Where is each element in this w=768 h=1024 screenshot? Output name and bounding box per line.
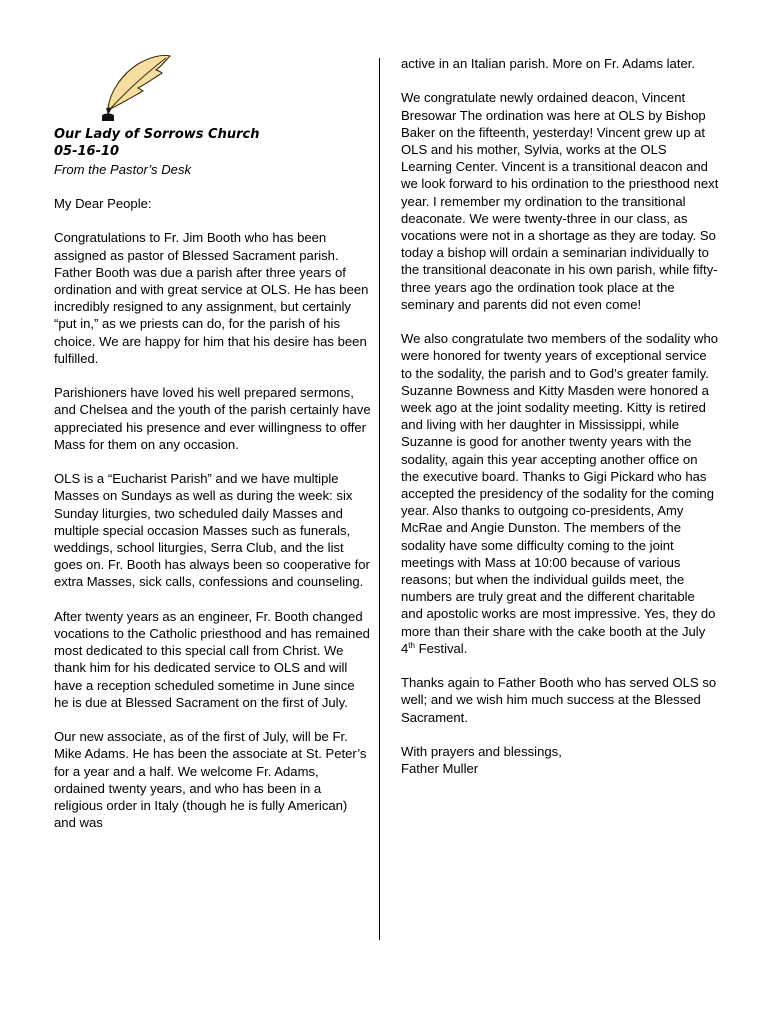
column-subtitle: From the Pastor’s Desk: [54, 161, 192, 177]
paragraph: Our new associate, as of the first of July, will be Fr. Mike Adams. He has been the associate at St. Peter’s for a year and a half. We welcome Fr. Adams, ordained twenty years, and who has been in a religious order in Italy (though he is fully American) and was: [54, 729, 367, 831]
left-column: [54, 127, 372, 849]
salutation: My Dear People:: [54, 195, 152, 211]
column-divider: [379, 58, 380, 940]
quill-pen-icon: [96, 48, 176, 128]
sodality-paragraph: [401, 330, 719, 657]
paragraph: active in an Italian parish. More on Fr. Adams later.: [401, 56, 696, 71]
sodality-text: We also congratulate two members of the sodality who were honored for twenty years of exceptional service to the sodality, the parish and to God’s greater family. Suzanne Bowness and Kitty Masden were honored a week ago at the joint sodality meeting. Kitty is retired and living with her daughter in Mississippi, while Suzanne is good for another twenty years with the sodality, again this year accepting another office on the executive board. Thanks to Gigi Pickard who has accepted the presidency of the sodality for the coming year. Also thanks to outgoing co-presidents, Amy McRae and Angie Dunston. The members of the sodality have some difficulty coming to the joint meetings with Mass at 10:00 because of various reasons; but when the individual guilds meet, the numbers are truly great and the different charitable and apostolic works are most impressive. Yes, they do more than their share with the cake booth at the July 4: [401, 331, 719, 656]
paragraph: Parishioners have loved his well prepared sermons, and Chelsea and the youth of the parish certainly have appreciated his presence and ever willingness to offer Mass for them on any occasion.: [54, 385, 371, 452]
signature: Father Muller: [401, 761, 479, 777]
paragraph: OLS is a “Eucharist Parish” and we have multiple Masses on Sundays as well as during the week: six Sunday liturgies, two scheduled daily Masses and multiple special occasion Masses such as funerals, weddings, school liturgies, Serra Club, and the list goes on. Fr. Booth has always been so cooperative for extra Masses, sick calls, confessions and counseling.: [54, 471, 370, 590]
ordinal-suffix: th: [408, 640, 415, 650]
paragraph: We congratulate newly ordained deacon, Vincent Bresowar The ordination was here at OLS by Bishop Baker on the fifteenth, yesterday! Vincent grew up at OLS and his mother, Sylvia, works at the OLS Learning Center. Vincent is a transitional deacon and we look forward to his ordination to the priesthood next year. I remember my ordination to the transitional deaconate. We were twenty-three in our class, as vocations were not in a shortage as they are today. So today a bishop will ordain a seminarian individually to the transitional deaconate in his own parish, while fifty-three years ago the ordination took place at the seminary and parents did not even come!: [401, 90, 719, 312]
church-name: Our Lady of Sorrows Church: [54, 127, 260, 142]
closing-line: With prayers and blessings,: [401, 744, 562, 760]
bulletin-date: 05-16-10: [54, 143, 120, 159]
paragraph: Congratulations to Fr. Jim Booth who has been assigned as pastor of Blessed Sacrament parish. Father Booth was due a parish after three years of ordination and with great service at OLS. He has been incredibly resigned to any assignment, but certainly “put in,” as we priests can do, for the parish of his choice. We are happy for him that his desire has been fulfilled.: [54, 230, 369, 366]
sodality-text-end: Festival.: [414, 640, 468, 656]
paragraph: Thanks again to Father Booth who has served OLS so well; and we wish him much success at the Blessed Sacrament.: [401, 675, 717, 725]
right-column: [401, 55, 719, 777]
paragraph: After twenty years as an engineer, Fr. Booth changed vocations to the Catholic priesthood and has remained most dedicated to this special call from Christ. We thank him for his dedicated service to OLS and will have a reception scheduled sometime in June since he is due at Blessed Sacrament on the first of July.: [54, 608, 370, 710]
